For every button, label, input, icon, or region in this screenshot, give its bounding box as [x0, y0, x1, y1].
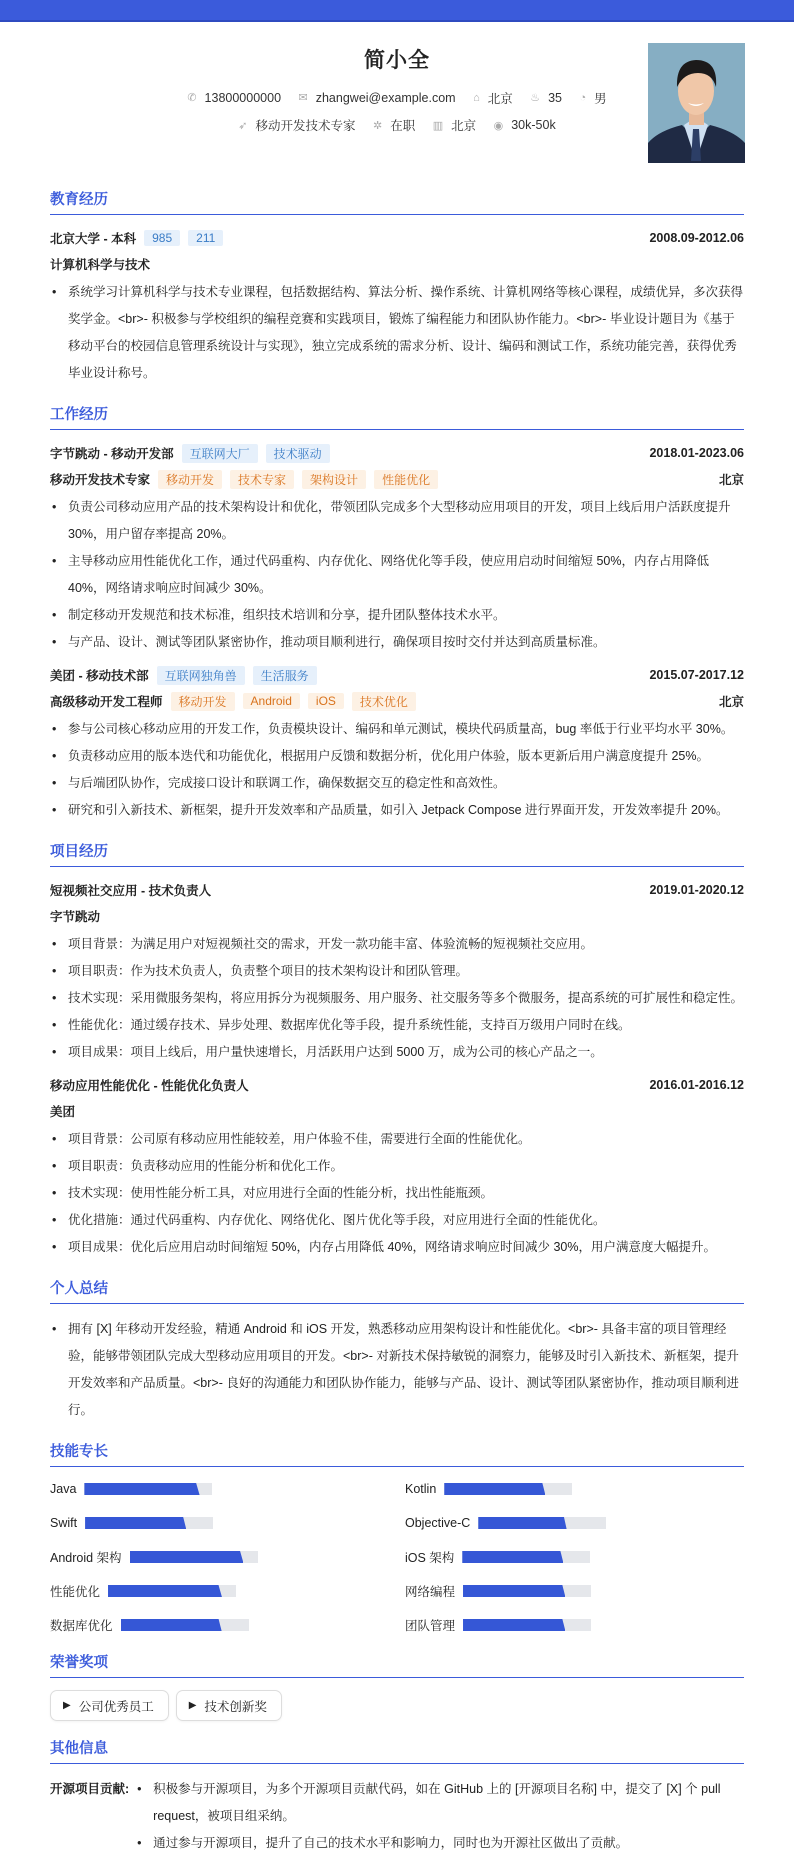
- job-bullet: • 与后端团队协作，完成接口设计和联调工作，确保数据交互的稳定性和高效性。: [50, 770, 744, 797]
- company-tag: 互联网独角兽: [157, 666, 245, 685]
- gender-icon: ◔: [579, 92, 587, 104]
- project-bullet: • 技术实现：使用性能分析工具，对应用进行全面的性能分析，找出性能瓶颈。: [50, 1180, 744, 1207]
- skill-bar-fill: [463, 1619, 565, 1631]
- project-date: 2019.01-2020.12: [649, 883, 744, 897]
- school-tag: 985: [144, 230, 180, 246]
- school-tag: 211: [188, 230, 223, 246]
- skill-bar: [85, 1517, 213, 1529]
- project-bullets: [50, 1126, 744, 1261]
- award-name: 公司优秀员工: [78, 1699, 154, 1714]
- role-row: [50, 468, 744, 490]
- skill-name: iOS 架构: [405, 1551, 455, 1565]
- role-tag: 架构设计: [302, 470, 366, 489]
- company-tag: 互联网大厂: [182, 444, 258, 463]
- skill-bar: [108, 1585, 236, 1597]
- education-desc: • 系统学习计算机科学与技术专业课程，包括数据结构、算法分析、操作系统、计算机网络等核心课程，成绩优异，多次获得奖学金。<br>- 积极参与学校组织的编程竞赛和实践项目，锻炼了编程能力和团队协作能力。<br>- 毕业设计题目为《基于移动平台的校园信息管理系统设计与实现》，独立完成系统的需求分析、设计、编码和测试工作，系统功能完善，获得优秀毕业设计称号。: [50, 279, 744, 387]
- skill-bar-fill: [444, 1483, 545, 1495]
- open-source-label: 开源项目贡献:: [50, 1782, 130, 1796]
- gender: 男: [594, 92, 607, 106]
- awards-section: [50, 1653, 744, 1721]
- job-date: 2015.07-2017.12: [649, 668, 744, 682]
- role-name: 移动开发技术专家: [50, 473, 151, 487]
- phone: 13800000000: [204, 90, 282, 105]
- email: zhangwei@example.com: [315, 90, 456, 105]
- skill-bar-fill: [85, 1517, 186, 1529]
- cake-icon: ♨: [530, 92, 541, 104]
- job-bullet: • 负责移动应用的版本迭代和功能优化，根据用户反馈和数据分析，优化用户体验，版本更新后用户满意度提升 25%。: [50, 743, 744, 770]
- open-source-item: • 积极参与开源项目，为多个开源项目贡献代码，如在 GitHub 上的 [开源项目名称] 中，提交了 [X] 个 pull request，被项目组采纳。: [135, 1776, 744, 1830]
- open-source-item: • 通过参与开源项目，提升了自己的技术水平和影响力，同时也为开源社区做出了贡献。: [135, 1830, 744, 1857]
- project-row: [50, 879, 744, 901]
- project-bullet: • 项目职责：作为技术负责人，负责整个项目的技术架构设计和团队管理。: [50, 958, 744, 985]
- home-icon: ⌂: [473, 92, 480, 104]
- skill-item: [405, 1581, 744, 1601]
- phone-icon: ✆: [187, 92, 197, 104]
- skill-item: [405, 1547, 744, 1567]
- skill-name: Swift: [50, 1516, 78, 1530]
- skill-name: Kotlin: [405, 1482, 437, 1496]
- building-icon: ▥: [432, 119, 444, 132]
- project-bullet: • 项目职责：负责移动应用的性能分析和优化工作。: [50, 1153, 744, 1180]
- job-bullets: [50, 716, 744, 824]
- major-row: [50, 253, 744, 275]
- skill-bar: [463, 1619, 591, 1631]
- skill-name: Android 架构: [50, 1551, 122, 1565]
- company-row: [50, 442, 744, 464]
- salary: 30k-50k: [511, 118, 556, 132]
- skill-item: [405, 1615, 744, 1635]
- major: 计算机科学与技术: [50, 258, 151, 272]
- skill-bar: [478, 1517, 606, 1529]
- role-left: [50, 692, 416, 711]
- work-section: [50, 405, 744, 824]
- age: 35: [548, 90, 562, 105]
- job-bullet: • 与产品、设计、测试等团队紧密协作，推动项目顺利进行，确保项目按时交付并达到高质量标准。: [50, 629, 744, 656]
- role-tag: iOS: [308, 693, 344, 709]
- company-name: 美团 - 移动技术部: [50, 669, 149, 683]
- award-chip[interactable]: [176, 1690, 282, 1721]
- award-chip[interactable]: [50, 1690, 169, 1721]
- role-tag: 性能优化: [374, 470, 438, 489]
- other-section: [50, 1739, 744, 1865]
- school: 北京大学 - 本科: [50, 232, 137, 246]
- company-name: 字节跳动 - 移动开发部: [50, 447, 174, 461]
- skills-title: 技能专长: [50, 1442, 744, 1467]
- skill-item: [50, 1615, 405, 1635]
- skill-item: [50, 1479, 405, 1499]
- job-bullet: • 负责公司移动应用产品的技术架构设计和优化，带领团队完成多个大型移动应用项目的开发，项目上线后用户活跃度提升 30%，用户留存率提高 20%。: [50, 494, 744, 548]
- job-bullet: • 制定移动开发规范和技术标准，组织技术培训和分享，提升团队整体技术水平。: [50, 602, 744, 629]
- skill-bar: [121, 1619, 249, 1631]
- awards-title: 荣誉奖项: [50, 1653, 744, 1678]
- skill-bar-fill: [478, 1517, 566, 1529]
- company-left: [50, 444, 330, 463]
- project-company-row: [50, 905, 744, 927]
- education-row: [50, 227, 744, 249]
- salary-icon: ◉: [493, 119, 504, 132]
- skill-name: Java: [50, 1482, 77, 1496]
- send-icon: ➶: [238, 119, 248, 132]
- project-bullet: • 项目成果：优化后应用启动时间缩短 50%，内存占用降低 40%，网络请求响应时间减少 30%，用户满意度大幅提升。: [50, 1234, 744, 1261]
- open-source-row: [50, 1776, 744, 1865]
- project-name: 移动应用性能优化 - 性能优化负责人: [50, 1079, 249, 1093]
- skill-bar-fill: [121, 1619, 222, 1631]
- job-bullet: • 主导移动应用性能优化工作，通过代码重构、内存优化、网络优化等手段，使应用启动时间缩短 50%，内存占用降低 40%，网络请求响应时间减少 30%。: [50, 548, 744, 602]
- skill-item: [50, 1547, 405, 1567]
- skill-name: 性能优化: [50, 1585, 101, 1599]
- skill-bar: [463, 1585, 591, 1597]
- summary-section: [50, 1279, 744, 1424]
- skill-name: 团队管理: [405, 1619, 456, 1633]
- job-status: 在职: [390, 119, 416, 133]
- role-row: [50, 690, 744, 712]
- skill-bar-fill: [108, 1585, 222, 1597]
- city: 北京: [487, 92, 513, 106]
- skill-bar: [444, 1483, 572, 1495]
- education-date: 2008.09-2012.06: [649, 231, 744, 245]
- job-bullet: • 参与公司核心移动应用的开发工作，负责模块设计、编码和单元测试，模块代码质量高，bug 率低于行业平均水平 30%。: [50, 716, 744, 743]
- skill-bar-fill: [462, 1551, 563, 1563]
- company-row: [50, 664, 744, 686]
- project-company: 美团: [50, 1105, 76, 1119]
- skill-bar-fill: [463, 1585, 565, 1597]
- project-bullet: • 优化措施：通过代码重构、内存优化、网络优化、图片优化等手段，对应用进行全面的性能优化。: [50, 1207, 744, 1234]
- mail-icon: ✉: [298, 92, 308, 104]
- project-bullet: • 项目背景：公司原有移动应用性能较差，用户体验不佳，需要进行全面的性能优化。: [50, 1126, 744, 1153]
- job-bullets: [50, 494, 744, 656]
- job-city: 北京: [718, 473, 744, 487]
- projects-title: 项目经历: [50, 842, 744, 867]
- triangle-right-icon: ▶: [188, 1700, 197, 1711]
- project-bullets: [50, 931, 744, 1066]
- skill-item: [405, 1513, 744, 1533]
- project-company-row: [50, 1100, 744, 1122]
- top-accent-bar: [0, 0, 794, 22]
- role-left: [50, 470, 438, 489]
- other-title: 其他信息: [50, 1739, 744, 1764]
- role-name: 高级移动开发工程师: [50, 695, 163, 709]
- status-icon: ✲: [373, 119, 383, 132]
- summary-text: • 拥有 [X] 年移动开发经验，精通 Android 和 iOS 开发，熟悉移动应用架构设计和性能优化。<br>- 具备丰富的项目管理经验，能够带领团队完成大型移动应用项目的开发。<br>- 对新技术保持敏锐的洞察力，能够及时引入新技术、新框架，提升开发效率和产品质量。<br>- 良好的沟通能力和团队协作能力，能够与产品、设计、测试等团队紧密协作，推动项目顺利进行。: [50, 1316, 744, 1424]
- skills-section: [50, 1442, 744, 1635]
- project-company: 字节跳动: [50, 910, 101, 924]
- project-name: 短视频社交应用 - 技术负责人: [50, 884, 212, 898]
- role-tag: 技术优化: [352, 692, 416, 711]
- company-left: [50, 666, 317, 685]
- skill-bar: [462, 1551, 590, 1563]
- skill-bar: [130, 1551, 258, 1563]
- project-bullet: • 项目背景：为满足用户对短视频社交的需求，开发一款功能丰富、体验流畅的短视频社交应用。: [50, 931, 744, 958]
- education-section: [50, 190, 744, 387]
- candidate-name: 简小全: [364, 49, 430, 72]
- company-tag: 技术驱动: [266, 444, 330, 463]
- skill-item: [50, 1581, 405, 1601]
- work-title: 工作经历: [50, 405, 744, 430]
- job-title: 移动开发技术专家: [255, 119, 356, 133]
- skill-item: [50, 1513, 405, 1533]
- role-tag: 技术专家: [230, 470, 294, 489]
- job-city: 北京: [718, 695, 744, 709]
- award-name: 技术创新奖: [204, 1699, 267, 1714]
- skill-bar: [84, 1483, 212, 1495]
- triangle-right-icon: ▶: [63, 1700, 71, 1711]
- project-bullet: • 性能优化：通过缓存技术、异步处理、数据库优化等手段，提升系统性能，支持百万级用户同时在线。: [50, 1012, 744, 1039]
- project-bullet: • 技术实现：采用微服务架构，将应用拆分为视频服务、用户服务、社交服务等多个微服务，提高系统的可扩展性和稳定性。: [50, 985, 744, 1012]
- role-tag: 移动开发: [171, 692, 235, 711]
- skill-name: 网络编程: [405, 1585, 456, 1599]
- education-title: 教育经历: [50, 190, 744, 215]
- project-bullet: • 项目成果：项目上线后，用户量快速增长，月活跃用户达到 5000 万，成为公司的核心产品之一。: [50, 1039, 744, 1066]
- role-tag: 移动开发: [158, 470, 222, 489]
- project-date: 2016.01-2016.12: [649, 1078, 744, 1092]
- projects-section: [50, 842, 744, 1261]
- resume-header: [0, 22, 794, 178]
- job-date: 2018.01-2023.06: [649, 446, 744, 460]
- skill-bar-fill: [84, 1483, 199, 1495]
- target-city: 北京: [451, 119, 477, 133]
- company-tag: 生活服务: [253, 666, 317, 685]
- job-bullet: • 研究和引入新技术、新框架，提升开发效率和产品质量，如引入 Jetpack Compose 进行界面开发，开发效率提升 20%。: [50, 797, 744, 824]
- project-row: [50, 1074, 744, 1096]
- skill-name: 数据库优化: [50, 1619, 113, 1633]
- skill-bar-fill: [130, 1551, 244, 1563]
- profile-photo: [648, 43, 745, 163]
- role-tag: Android: [243, 693, 300, 709]
- summary-title: 个人总结: [50, 1279, 744, 1304]
- skill-name: Objective-C: [405, 1516, 471, 1530]
- skill-item: [405, 1479, 744, 1499]
